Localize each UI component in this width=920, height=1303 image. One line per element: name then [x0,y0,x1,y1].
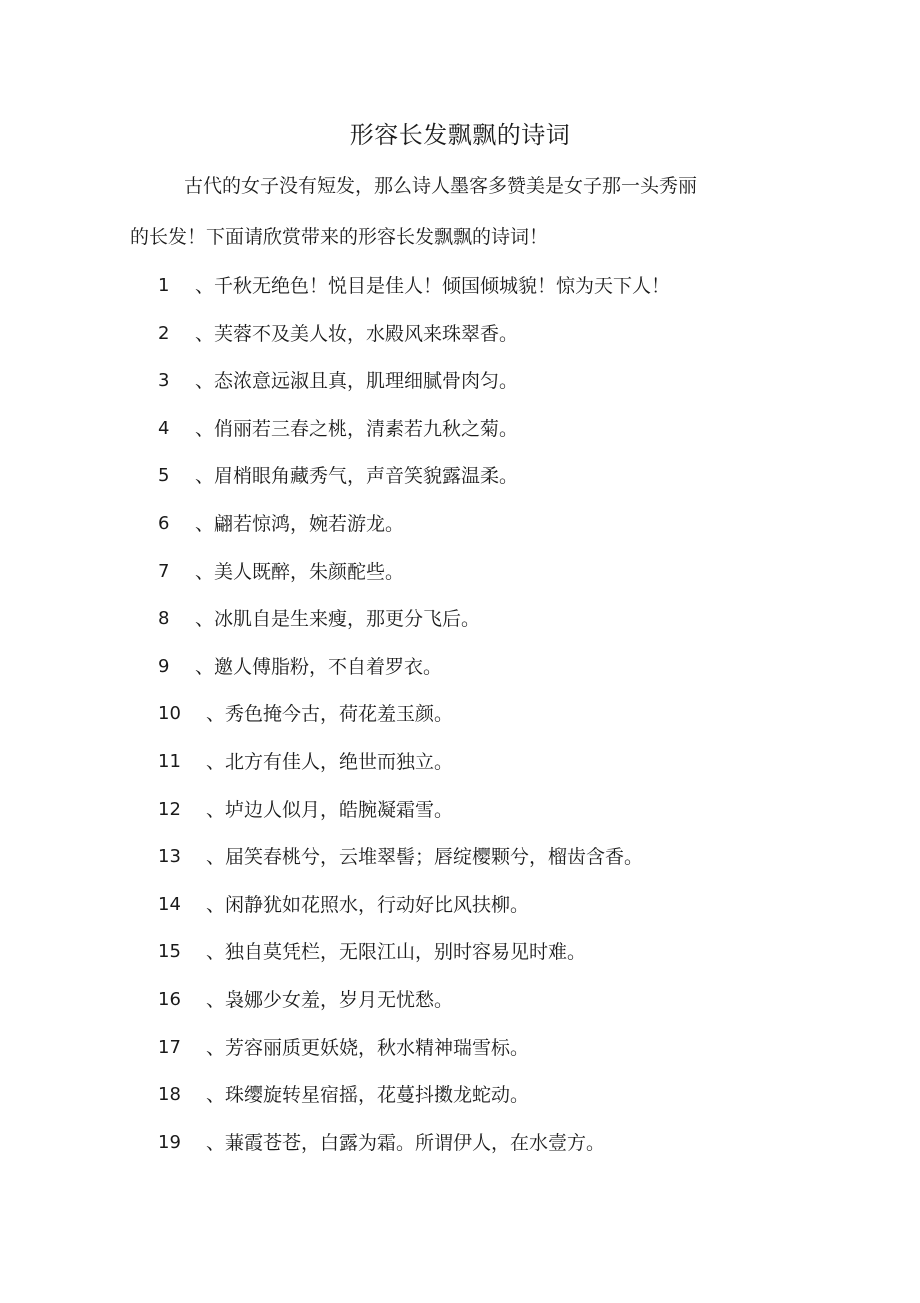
list-item [0,696,920,744]
item-number: 8 [158,608,170,630]
list-item [0,268,920,316]
item-text: 、美人既醉，朱颜酡些。 [195,560,405,583]
intro-line-2: 的长发！下面请欣赏带来的形容长发飘飘的诗词！ [130,226,549,248]
item-text: 、千秋无绝色！悦目是佳人！倾国倾城貌！惊为天下人！ [195,275,671,297]
item-number: 2 [158,322,170,344]
list-item [0,1030,920,1078]
list-item [0,554,920,602]
list-item [0,363,920,411]
item-text: 、蒹霞苍苍，白露为霜。所谓伊人，在水壹方。 [206,1131,606,1154]
item-text: 、芙蓉不及美人妆，水殿风来珠翠香。 [195,322,519,345]
item-number: 11 [158,750,181,772]
list-item [0,649,920,697]
item-number: 19 [158,1131,181,1153]
item-text: 、袅娜少女羞，岁月无忧愁。 [206,988,454,1011]
item-text: 、珠缨旋转星宿摇，花蔓抖擞龙蛇动。 [206,1084,530,1107]
list-item [0,839,920,887]
poem-list [0,268,920,1172]
item-number: 3 [158,370,170,392]
intro-line-1: 古代的女子没有短发，那么诗人墨客多赞美是女子那一头秀丽 [184,175,698,197]
item-number: 13 [158,846,181,868]
list-item [0,601,920,649]
item-number: 18 [158,1084,181,1106]
item-number: 15 [158,941,181,963]
item-text: 、秀色掩今古，荷花羞玉颜。 [206,703,454,726]
item-text: 、冰肌自是生来瘦，那更分飞后。 [195,608,481,631]
item-text: 、独自莫凭栏，无限江山，别时容易见时难。 [206,941,587,964]
item-text: 、俏丽若三春之桃，清素若九秋之菊。 [195,417,519,440]
list-item [0,316,920,364]
list-item [0,1125,920,1173]
item-number: 4 [158,417,170,439]
item-text: 、北方有佳人，绝世而独立。 [206,750,454,773]
list-item [0,1077,920,1125]
list-item [0,887,920,935]
list-item [0,792,920,840]
list-item [0,411,920,459]
item-text: 、邀人傅脂粉，不自着罗衣。 [195,655,443,678]
item-text: 、芳容丽质更妖娆，秋水精神瑞雪标。 [206,1036,530,1059]
item-number: 10 [158,703,181,725]
item-text: 、态浓意远淑且真，肌理细腻骨肉匀。 [195,370,519,393]
item-number: 6 [158,512,170,534]
item-number: 5 [158,465,170,487]
item-text: 、眉梢眼角藏秀气，声音笑貌露温柔。 [195,465,519,488]
item-text: 、垆边人似月，皓腕凝霜雪。 [206,798,454,821]
item-number: 17 [158,1036,181,1058]
item-number: 7 [158,560,170,582]
item-text: 、闲静犹如花照水，行动好比风扶柳。 [206,893,530,916]
list-item [0,934,920,982]
item-text: 、翩若惊鸿，婉若游龙。 [195,512,405,535]
item-number: 16 [158,988,181,1010]
item-number: 12 [158,798,181,820]
list-item [0,458,920,506]
item-text: 、届笑春桃兮，云堆翠髻；唇绽樱颗兮，榴齿含香。 [206,846,644,869]
item-number: 14 [158,893,181,915]
item-number: 9 [158,655,170,677]
list-item [0,506,920,554]
item-number: 1 [158,275,170,296]
intro-paragraph [130,168,770,256]
document-title: 形容长发飘飘的诗词 [349,121,571,149]
list-item [0,744,920,792]
list-item [0,982,920,1030]
